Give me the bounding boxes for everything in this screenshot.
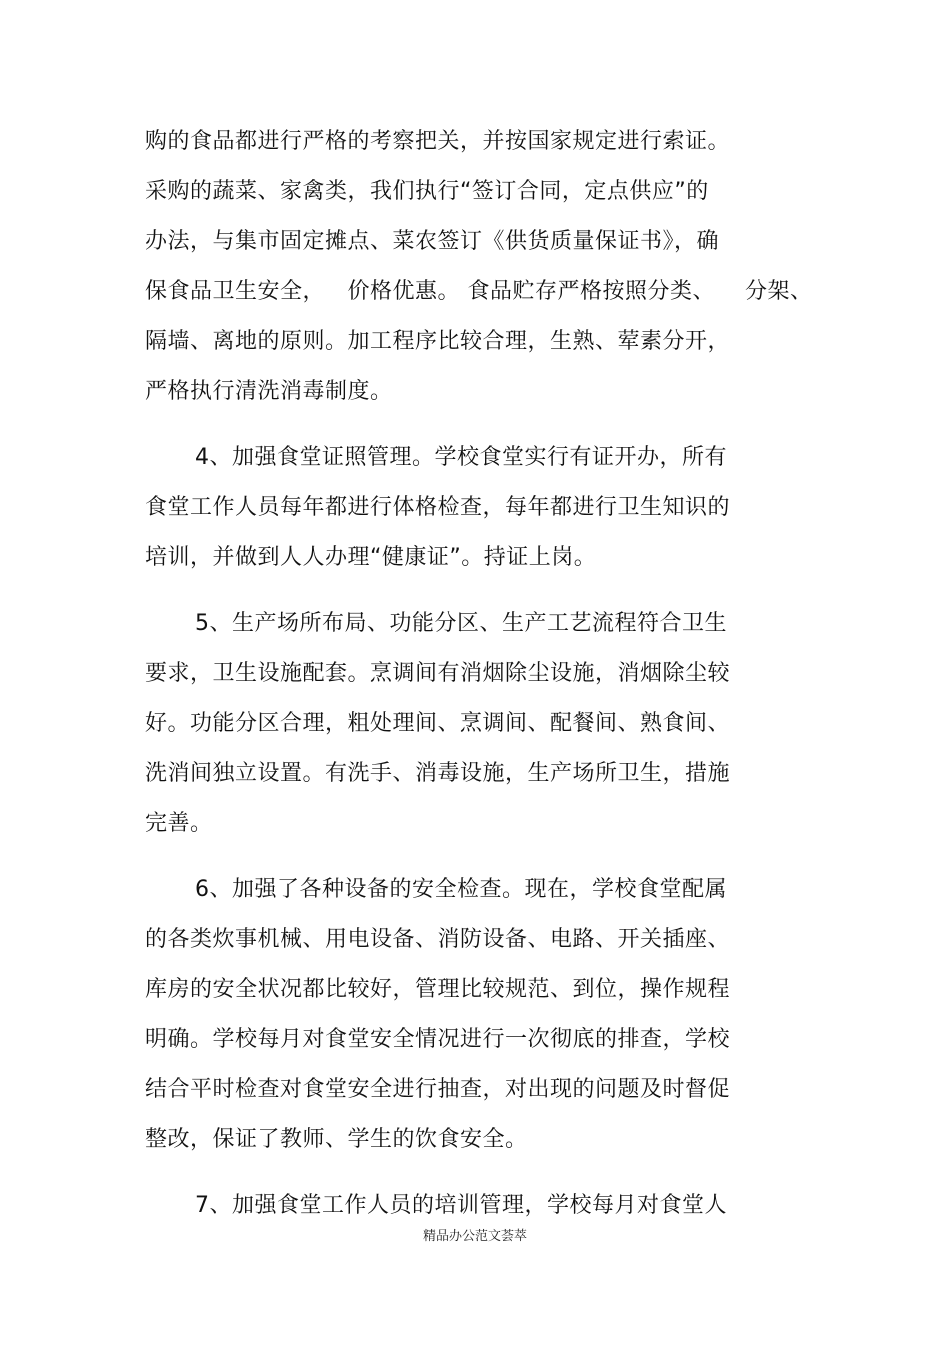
body-text-line: 培训，并做到人人办理“健康证”。持证上岗。: [145, 545, 597, 570]
body-text-line: 购的食品都进行严格的考察把关，并按国家规定进行索证。: [145, 129, 731, 154]
paragraph-7-start: 7、加强食堂工作人员的培训管理，学校每月对食堂人: [195, 1193, 727, 1218]
body-text-line: 严格执行清洗消毒制度。: [145, 379, 393, 404]
paragraph-4-start: 4、加强食堂证照管理。学校食堂实行有证开办，所有: [195, 445, 727, 470]
page-footer: 精品办公范文荟萃: [422, 1229, 527, 1244]
paragraph-5-start: 5、生产场所布局、功能分区、生产工艺流程符合卫生: [195, 611, 727, 636]
body-text-line: 要求，卫生设施配套。烹调间有消烟除尘设施，消烟除尘较: [145, 661, 731, 686]
body-text-line: 洗消间独立设置。有洗手、消毒设施，生产场所卫生，措施: [145, 761, 731, 786]
body-text-line: 办法，与集市固定摊点、菜农签订《供货质量保证书》，确: [145, 229, 720, 254]
body-text-line: 结合平时检查对食堂安全进行抽查，对出现的问题及时督促: [145, 1077, 731, 1102]
body-text-line: 食堂工作人员每年都进行体格检查，每年都进行卫生知识的: [145, 495, 731, 520]
body-text-line: 整改，保证了教师、学生的饮食安全。: [145, 1127, 528, 1152]
body-text-line: 的各类炊事机械、用电设备、消防设备、电路、开关插座、: [145, 927, 731, 952]
body-text-line: 好。功能分区合理，粗处理间、烹调间、配餐间、熟食间、: [145, 711, 731, 736]
body-text-line: 采购的蔬菜、家禽类，我们执行“签订合同，定点供应”的: [145, 179, 709, 204]
body-text-line: 完善。: [145, 811, 213, 836]
body-text-line: 明确。学校每月对食堂安全情况进行一次彻底的排查，学校: [145, 1027, 731, 1052]
body-text-line: 隔墙、离地的原则。加工程序比较合理，生熟、荤素分开，: [145, 329, 731, 354]
body-text-line: 库房的安全状况都比较好，管理比较规范、到位，操作规程: [145, 977, 731, 1002]
body-text-line: 保食品卫生安全， 价格优惠。 食品贮存严格按照分类、 分架、: [145, 279, 813, 304]
paragraph-6-start: 6、加强了各种设备的安全检查。现在，学校食堂配属: [195, 877, 727, 902]
